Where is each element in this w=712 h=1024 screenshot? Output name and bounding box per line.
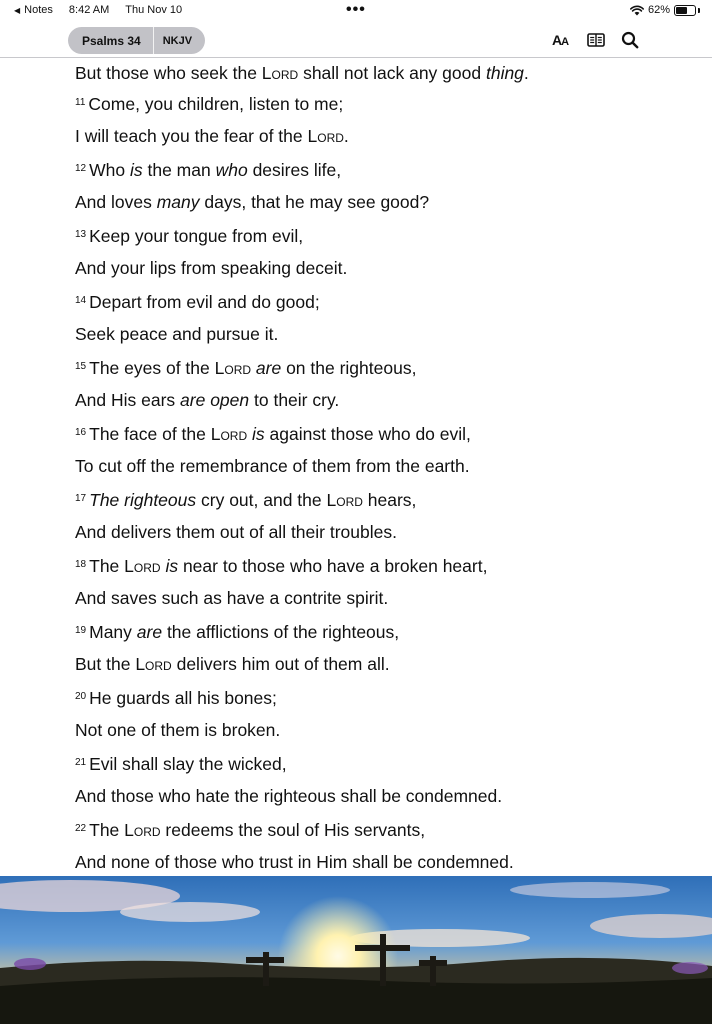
verse-number[interactable]: 21 [75,757,87,768]
verse-line[interactable] [75,517,695,550]
divine-name: Lord [135,654,172,674]
divine-name: Lord [261,63,299,83]
back-to-app-link[interactable]: Notes [24,4,53,16]
verse-text: Seek peace and pursue it. [75,324,279,344]
verse-number[interactable]: 22 [75,823,87,834]
verse-line[interactable] [75,352,695,385]
verse-number[interactable]: 19 [75,625,87,636]
verse-text: And loves [75,192,157,212]
verse-text: the man [142,160,216,180]
verse-line[interactable] [75,715,695,748]
verse-text: Many [89,622,137,642]
verse-line[interactable] [75,550,695,583]
status-right [630,4,700,16]
status-left [14,4,182,16]
verse-text: delivers him out of them all. [171,654,390,674]
italic-word: who [215,160,248,180]
verse-text: The [89,556,125,576]
verse-line[interactable] [75,781,695,814]
wifi-icon [630,5,644,16]
verse-line[interactable] [75,484,695,517]
verse-text: The [89,820,125,840]
verse-line[interactable] [75,319,695,352]
verse-text: But those who seek the [75,63,262,83]
verse-text: on the righteous, [281,358,417,378]
italic-word: are [255,358,282,378]
verse-text: hears, [362,490,417,510]
verse-line[interactable] [75,682,695,715]
verse-text: redeems the soul of His servants, [160,820,426,840]
verse-text: Who [89,160,130,180]
verse-number[interactable]: 20 [75,691,87,702]
verse-line[interactable] [75,253,695,286]
scripture-text[interactable] [75,58,695,880]
verse-text: days, that he may see good? [199,192,430,212]
verse-text: And those who hate the righteous shall be condemned. [75,786,503,806]
verse-line[interactable] [75,814,695,847]
verse-text: against those who do evil, [264,424,471,444]
verse-text: He guards all his bones; [89,688,277,708]
verse-line[interactable] [75,154,695,187]
divine-name: Lord [307,126,344,146]
divine-name: Lord [124,556,161,576]
verse-text: to their cry. [249,390,340,410]
book-chapter-button[interactable]: Psalms 34 [82,33,141,48]
verse-text: . [343,126,349,146]
verse-line[interactable] [75,649,695,682]
italic-word: are [136,622,163,642]
verse-text: . [523,63,529,83]
italic-word: is [165,556,179,576]
italic-word: is [129,160,143,180]
battery-percentage: 62% [647,4,670,16]
verse-text: And none of those who trust in Him shall be condemned. [75,852,514,872]
verse-line[interactable] [75,418,695,451]
verse-number[interactable]: 16 [75,427,87,438]
italic-word: is [252,424,265,444]
verse-line[interactable] [75,187,695,220]
status-time: 8:42 AM [68,4,110,16]
verse-number[interactable]: 12 [75,163,87,174]
verse-text: To cut off the remembrance of them from the earth. [75,456,470,476]
verse-number[interactable]: 17 [75,493,87,504]
verse-number[interactable]: 11 [75,97,86,108]
verse-text: desires life, [247,160,342,180]
italic-word: are open [180,390,250,410]
verse-line[interactable] [75,583,695,616]
italic-word: many [156,192,200,212]
verse-text: near to those who have a broken heart, [178,556,488,576]
verse-number[interactable]: 18 [75,559,87,570]
divine-name: Lord [214,358,252,378]
italic-word: thing [485,63,524,83]
italic-word: The righteous [89,490,197,510]
verse-text: And saves such as have a contrite spirit. [75,588,389,608]
verse-line[interactable] [75,88,695,121]
verse-text: And your lips from speaking deceit. [75,258,348,278]
verse-text: And delivers them out of all their troubles. [75,522,397,542]
reader-toolbar [0,22,712,58]
battery-icon [674,5,696,16]
verse-text: the afflictions of the righteous, [162,622,400,642]
text-size-icon[interactable]: AA [552,32,569,48]
verse-text: Evil shall slay the wicked, [89,754,287,774]
verse-line[interactable] [75,748,695,781]
verse-text: The face of the [89,424,211,444]
book-icon[interactable] [587,31,605,49]
verse-line[interactable] [75,58,695,88]
battery-level [676,7,687,14]
verse-line[interactable] [75,286,695,319]
translation-button[interactable]: NKJV [162,34,193,47]
verse-text: And His ears [75,390,181,410]
verse-text: But the [75,654,136,674]
verse-number[interactable]: 13 [75,229,87,240]
divine-name: Lord [326,490,363,510]
verse-line[interactable] [75,616,695,649]
verse-text: Not one of them is broken. [75,720,281,740]
verse-number[interactable]: 15 [75,361,87,372]
verse-text: shall not lack any good [298,63,486,83]
status-bar [0,0,712,22]
verse-line[interactable] [75,451,695,484]
verse-text: Depart from evil and do good; [89,292,320,312]
verse-text: cry out, and the [196,490,327,510]
verse-text: I will teach you the fear of the [75,126,308,146]
verse-line[interactable] [75,220,695,253]
battery-cap [698,8,700,13]
passage-selector [68,27,205,54]
verse-text: Come, you children, listen to me; [88,94,344,114]
search-icon[interactable] [621,31,639,49]
divine-name: Lord [210,424,248,444]
verse-text: The eyes of the [89,358,215,378]
verse-line[interactable] [75,121,695,154]
verse-text: Keep your tongue from evil, [89,226,304,246]
verse-number[interactable]: 14 [75,295,87,306]
multitasking-dots[interactable]: ••• [346,1,366,18]
verse-line[interactable] [75,385,695,418]
background-image [0,876,712,1024]
status-date: Thu Nov 10 [125,4,183,16]
divine-name: Lord [124,820,161,840]
back-arrow-icon[interactable]: ◀ [14,5,21,15]
